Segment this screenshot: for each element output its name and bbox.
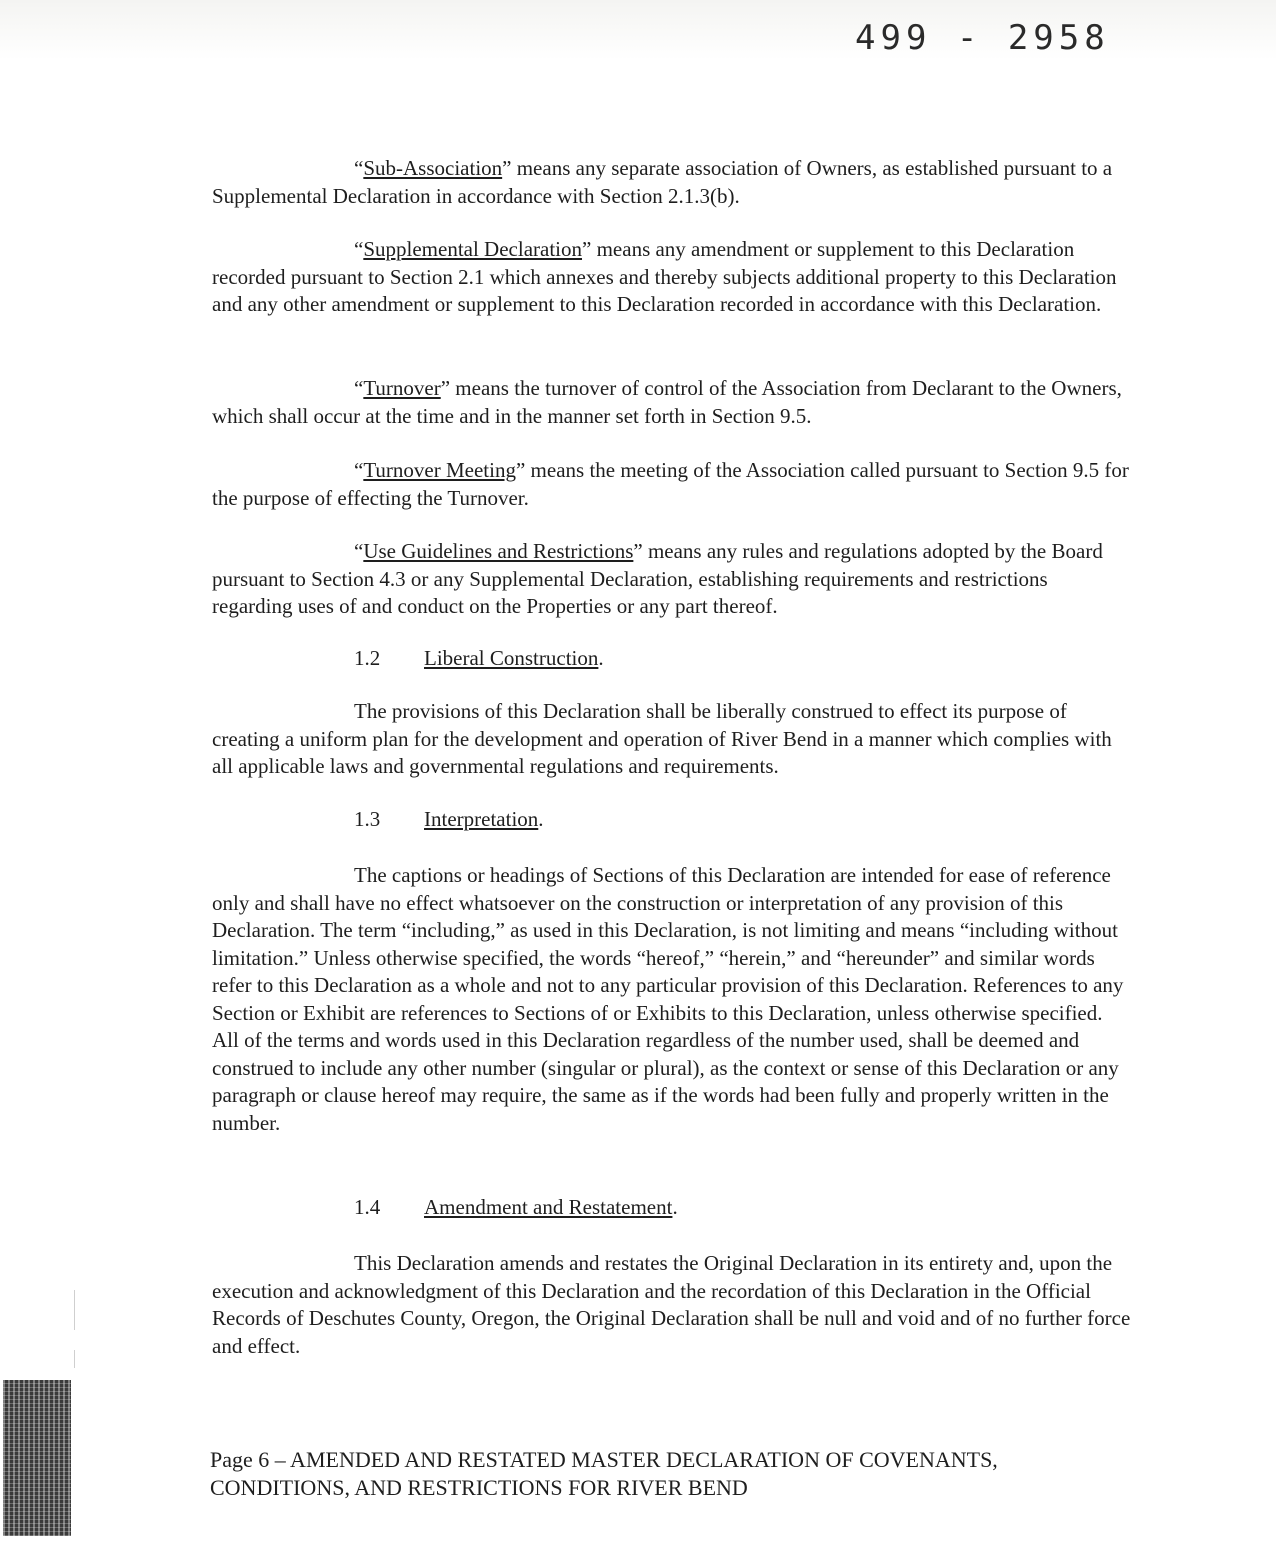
section-title: Liberal Construction	[424, 646, 599, 670]
definition-turnover: “Turnover” means the turnover of control of the Association from Declarant to the Owners, which shall occur at the time and in the manner set forth in Section 9.5.	[212, 376, 1122, 428]
definition-supplemental-declaration: “Supplemental Declaration” means any amendment or supplement to this Declaration recorded pursuant to Section 2.1 which annexes and thereby subjects additional property to this Declaration and any other amendment or supplement to this Declaration recorded in accordance with this Declaration.	[212, 237, 1117, 316]
section-title: Amendment and Restatement	[424, 1195, 673, 1219]
margin-mark	[74, 1350, 75, 1368]
section-heading-amendment: 1.4 Amendment and Restatement.	[354, 1195, 678, 1219]
section-number: 1.4	[354, 1195, 381, 1219]
section-body-text: This Declaration amends and restates the Original Declaration in its entirety and, upon the execution and acknowledgment of this Declaration and the recordation of this Declaration in the Official Records of Deschutes County, Oregon, the Original Declaration shall be null and void and of no further force and effect.	[212, 1251, 1131, 1358]
defined-term: Use Guidelines and Restrictions	[363, 539, 634, 563]
definition-text: ” means any rules and regulations adopted by the Board pursuant to Section 4.3 or any Supplemental Declaration, establishing requirements and restrictions regarding uses of and conduct on the Properties or any part thereof.	[212, 539, 1103, 618]
section-body-text: The captions or headings of Sections of this Declaration are intended for ease of reference only and shall have no effect whatsoever on the construction or interpretation of any provision of this Declaration. The term “including,” as used in this Declaration, is not limiting and means “including without limitation.” Unless otherwise specified, the words “hereof,” “herein,” and “hereunder” and similar words refer to this Declaration as a whole and not to any particular provision of this Declaration. References to any Section or Exhibit are references to Sections of or Exhibits to this Declaration, unless otherwise specified. All of the terms and words used in this Declaration regardless of the number used, shall be deemed and construed to include any other number (singular or plural), as the context or sense of this Declaration or any paragraph or clause hereof may require, the same as if the words had been fully and properly written in the number.	[212, 863, 1124, 1135]
section-title: Interpretation	[424, 807, 539, 831]
scan-artifact	[3, 1380, 71, 1536]
section-body-interpretation	[212, 862, 1132, 1137]
definition-text: ” means any separate association of Owners, as established pursuant to a Supplemental Declaration in accordance with Section 2.1.3(b).	[212, 156, 1113, 208]
definition-use-guidelines: “Use Guidelines and Restrictions” means any rules and regulations adopted by the Board pursuant to Section 4.3 or any Supplemental Declaration, establishing requirements and restrictions regarding uses of and conduct on the Properties or any part thereof.	[212, 539, 1103, 618]
section-body-liberal-construction	[212, 698, 1132, 781]
definition-text: ” means any amendment or supplement to this Declaration recorded pursuant to Section 2.1 which annexes and thereby subjects additional property to this Declaration and any other amendment or supplement to this Declaration recorded in accordance with this Declaration.	[212, 237, 1117, 316]
recording-stamp: 499 - 2958	[855, 18, 1110, 58]
section-number: 1.2	[354, 646, 381, 670]
defined-term: Turnover	[363, 376, 441, 400]
page-footer: Page 6 – AMENDED AND RESTATED MASTER DECLARATION OF COVENANTS, CONDITIONS, AND RESTRICTIONS FOR RIVER BEND	[210, 1447, 998, 1500]
section-number: 1.3	[354, 807, 381, 831]
definition-turnover-meeting: “Turnover Meeting” means the meeting of the Association called pursuant to Section 9.5 for the purpose of effecting the Turnover.	[212, 458, 1129, 510]
section-body-amendment	[212, 1250, 1132, 1360]
defined-term: Turnover Meeting	[363, 458, 516, 482]
definition-text: ” means the turnover of control of the Association from Declarant to the Owners, which shall occur at the time and in the manner set forth in Section 9.5.	[212, 376, 1122, 428]
section-heading-liberal-construction: 1.2 Liberal Construction.	[354, 646, 604, 670]
margin-mark	[74, 1290, 75, 1330]
section-heading-interpretation: 1.3 Interpretation.	[354, 807, 544, 831]
section-body-text: The provisions of this Declaration shall be liberally construed to effect its purpose of creating a uniform plan for the development and operation of River Bend in a manner which complies with all applicable laws and governmental regulations and requirements.	[212, 699, 1112, 778]
definition-text: ” means the meeting of the Association called pursuant to Section 9.5 for the purpose of effecting the Turnover.	[212, 458, 1129, 510]
defined-term: Supplemental Declaration	[363, 237, 583, 261]
definition-sub-association: “Sub-Association” means any separate association of Owners, as established pursuant to a Supplemental Declaration in accordance with Section 2.1.3(b).	[212, 156, 1113, 208]
defined-term: Sub-Association	[363, 156, 503, 180]
